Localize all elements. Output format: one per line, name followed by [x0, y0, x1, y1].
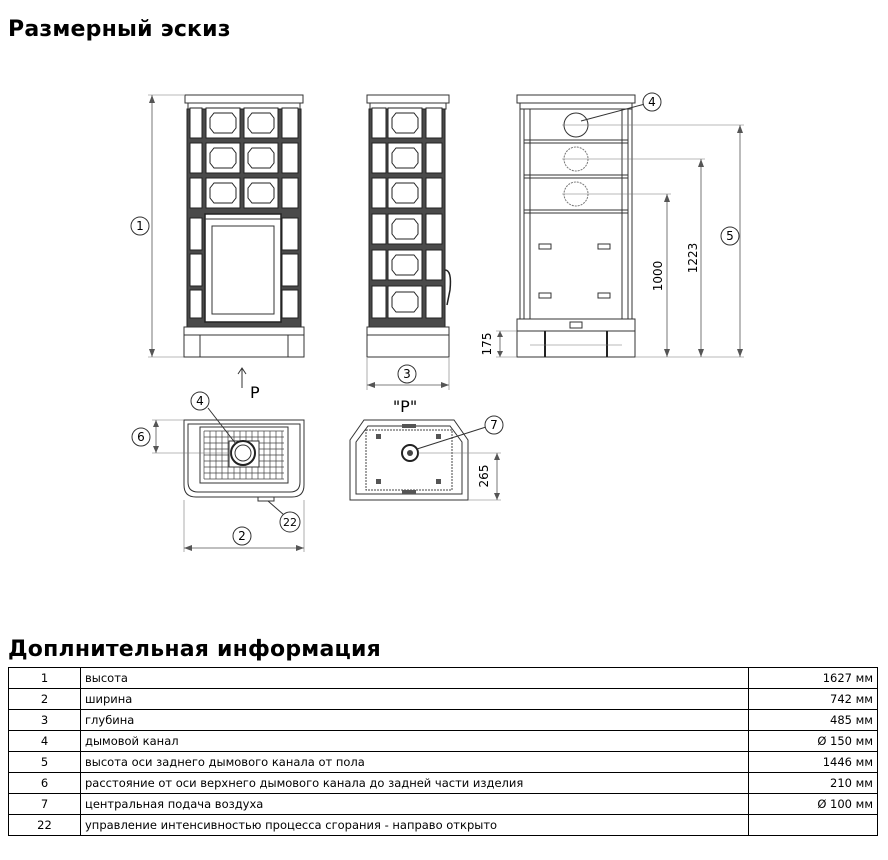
table-row: [9, 710, 878, 731]
row-num: 3: [9, 710, 81, 731]
dim-1223: 1223: [686, 242, 700, 274]
table-row: [9, 731, 878, 752]
callout-22-text: 22: [283, 516, 297, 529]
row-num: 22: [9, 815, 81, 836]
row-num: 1: [9, 668, 81, 689]
row-label: центральная подача воздуха: [81, 794, 749, 815]
front-view: [131, 95, 304, 402]
table-row: [9, 668, 878, 689]
table-row: [9, 689, 878, 710]
row-num: 4: [9, 731, 81, 752]
view-arrow-label: P: [250, 383, 260, 402]
row-value: 742 мм: [749, 689, 878, 710]
row-num: 7: [9, 794, 81, 815]
row-value: 1627 мм: [749, 668, 878, 689]
row-label: высота оси заднего дымового канала от пола: [81, 752, 749, 773]
callout-4-top-text: 4: [196, 394, 204, 408]
table-row: [9, 752, 878, 773]
row-label: дымовой канал: [81, 731, 749, 752]
dim-175: 175: [480, 332, 494, 356]
row-value: 485 мм: [749, 710, 878, 731]
dim-265: 265: [477, 464, 491, 488]
info-table: [8, 667, 878, 836]
row-num: 2: [9, 689, 81, 710]
callout-7-text: 7: [490, 418, 498, 432]
callout-4-rear-text: 4: [648, 95, 656, 109]
side-view: [367, 95, 450, 390]
callout-1-text: 1: [136, 219, 144, 233]
callout-3-text: 3: [403, 367, 411, 381]
bottom-view: [350, 397, 503, 500]
table-row: [9, 794, 878, 815]
row-label: высота: [81, 668, 749, 689]
row-value: Ø 100 мм: [749, 794, 878, 815]
callout-2-text: 2: [238, 529, 246, 543]
table-row: [9, 815, 878, 836]
dim-1000: 1000: [651, 260, 665, 292]
row-value: [749, 815, 878, 836]
top-view: [132, 392, 304, 552]
table-row: [9, 773, 878, 794]
row-value: 210 мм: [749, 773, 878, 794]
row-num: 6: [9, 773, 81, 794]
row-value: Ø 150 мм: [749, 731, 878, 752]
row-label: расстояние от оси верхнего дымового канала до задней части изделия: [81, 773, 749, 794]
rear-view: [480, 93, 744, 357]
callout-6-text: 6: [137, 430, 145, 444]
sketch-title: Размерный эскиз: [8, 17, 231, 42]
row-label: управление интенсивностью процесса сгорания - направо открыто: [81, 815, 749, 836]
callout-5-text: 5: [726, 229, 734, 243]
row-value: 1446 мм: [749, 752, 878, 773]
info-title: Доплнительная информация: [8, 637, 381, 662]
view-label: "P": [392, 397, 418, 416]
row-num: 5: [9, 752, 81, 773]
row-label: глубина: [81, 710, 749, 731]
row-label: ширина: [81, 689, 749, 710]
